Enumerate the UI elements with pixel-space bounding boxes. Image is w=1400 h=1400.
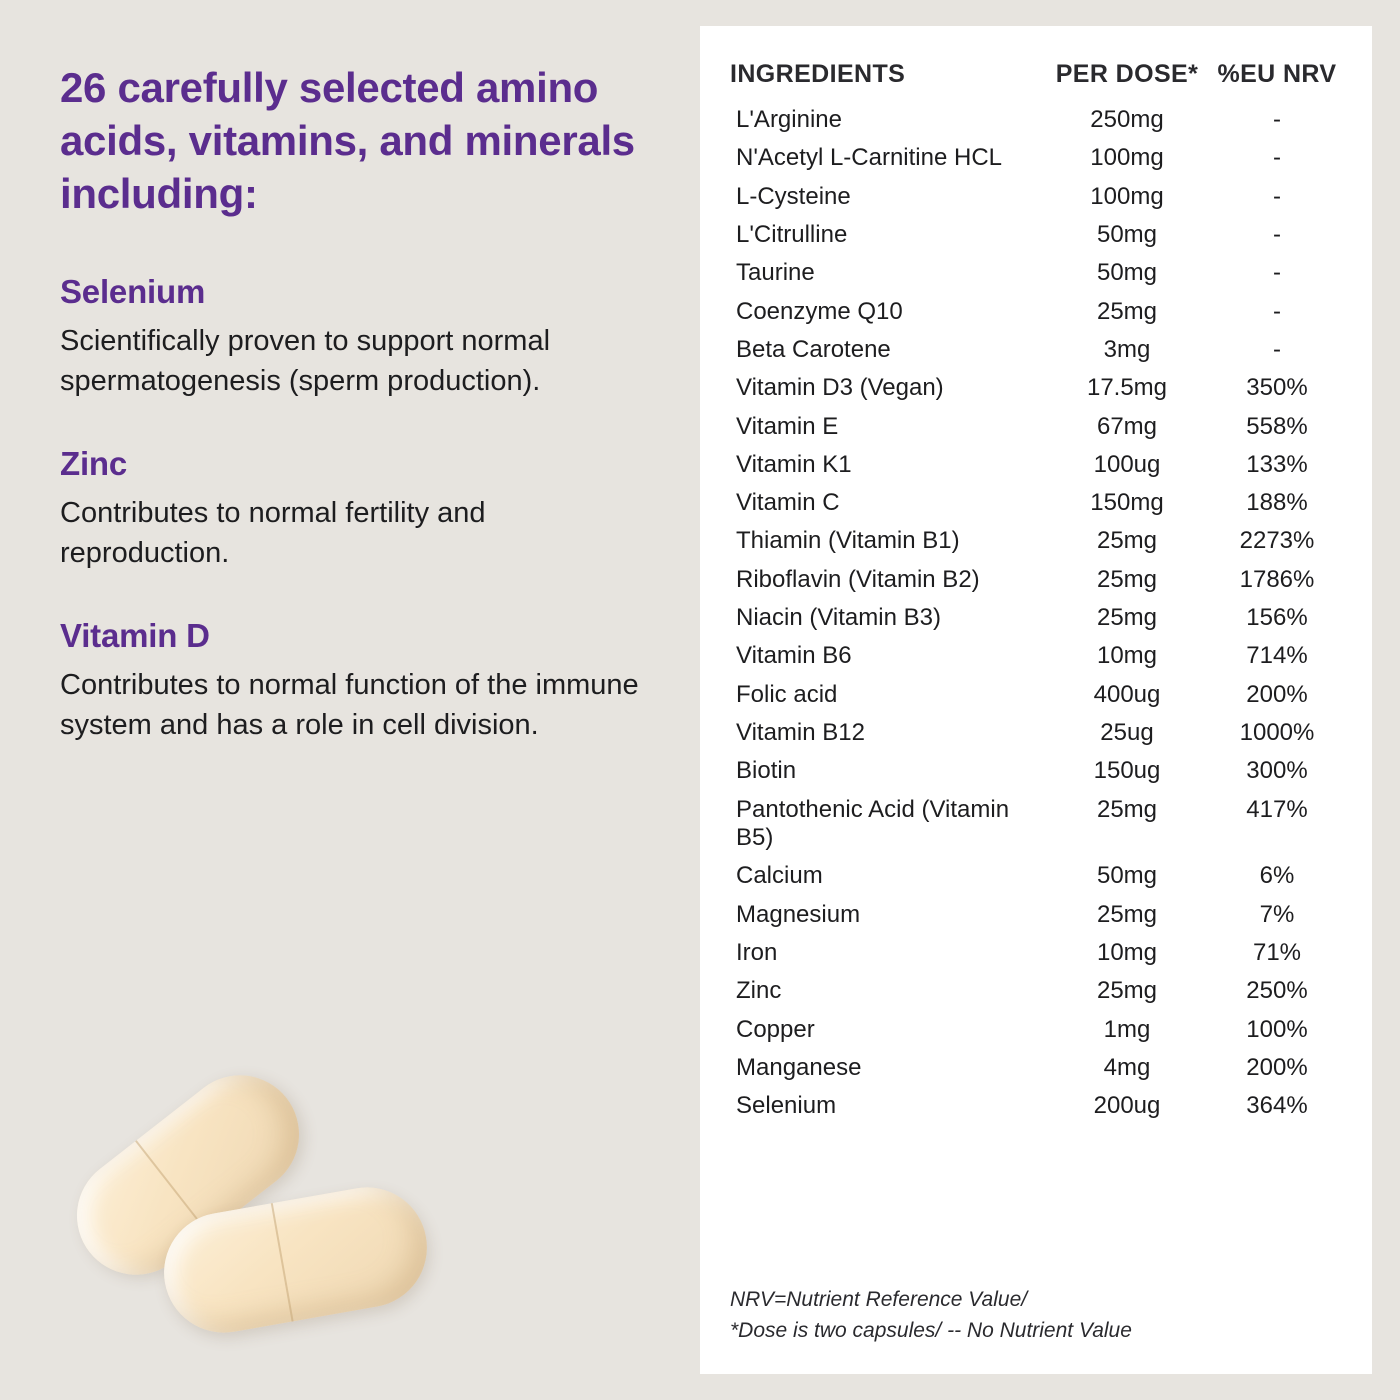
ingredient-name: Manganese (736, 1053, 862, 1081)
ingredient-name: Folic acid (736, 680, 838, 708)
ingredient-dose: 100ug (1093, 450, 1161, 478)
ingredient-name: L'Arginine (736, 106, 842, 133)
ingredient-name: Taurine (736, 259, 815, 287)
footnotes (730, 1285, 1132, 1346)
ingredient-dose: 100mg (1090, 144, 1164, 172)
ingredient-nrv: - (1273, 220, 1281, 248)
capsules-image (55, 1064, 475, 1364)
ingredient-nrv: - (1273, 144, 1281, 172)
ingredient-name: Thiamin (Vitamin B1) (736, 527, 960, 555)
ingredient-dose: 50mg (1096, 259, 1158, 287)
footnote-nrv: NRV=Nutrient Reference Value/ (730, 1288, 1028, 1312)
ingredient-dose: 250mg (1090, 106, 1164, 133)
ingredient-dose: 67mg (1096, 412, 1158, 440)
table-header-row (730, 60, 1342, 101)
benefit-block-zinc (60, 445, 660, 573)
ingredient-nrv: - (1273, 297, 1281, 325)
ingredient-name: Biotin (736, 757, 797, 785)
ingredient-name: Pantothenic Acid (Vitamin B5) (736, 795, 1010, 851)
table-row (730, 216, 1342, 254)
ingredient-dose: 50mg (1096, 862, 1158, 890)
benefit-title-selenium: Selenium (60, 272, 206, 310)
table-row (730, 714, 1342, 752)
ingredient-nrv: 558% (1246, 412, 1308, 440)
ingredient-nrv: - (1273, 182, 1281, 210)
ingredient-name: Vitamin D3 (Vegan) (736, 374, 944, 402)
ingredient-dose: 17.5mg (1086, 374, 1168, 402)
table-row (730, 369, 1342, 407)
table-row (730, 1011, 1342, 1049)
table-row (730, 101, 1342, 139)
capsule-seam (271, 1203, 294, 1322)
table-row (730, 972, 1342, 1010)
benefit-body-selenium: Scientifically proven to support normal spermatogenesis (sperm production). (60, 324, 551, 397)
benefit-block-selenium (60, 273, 660, 401)
benefit-block-vitamin-d (60, 617, 660, 745)
table-row (730, 857, 1342, 895)
ingredient-name: L'Citrulline (736, 220, 848, 248)
benefit-body-zinc: Contributes to normal fertility and reproduction. (60, 496, 486, 569)
table-row (730, 408, 1342, 446)
ingredient-name: L-Cysteine (736, 182, 851, 210)
ingredient-dose: 200ug (1093, 1092, 1161, 1120)
ingredient-dose: 25mg (1096, 795, 1158, 823)
ingredient-dose: 400ug (1093, 680, 1161, 708)
ingredient-name: Magnesium (736, 900, 861, 928)
table-row (730, 178, 1342, 216)
ingredient-dose: 100mg (1090, 182, 1164, 210)
ingredient-dose: 25ug (1100, 719, 1154, 746)
ingredient-name: Vitamin E (736, 412, 839, 440)
ingredient-dose: 4mg (1103, 1053, 1151, 1081)
table-row (730, 934, 1342, 972)
ingredient-nrv: 71% (1252, 938, 1302, 966)
ingredient-name: Beta Carotene (736, 335, 891, 363)
table-row (730, 752, 1342, 790)
ingredient-nrv: 2273% (1239, 527, 1315, 555)
table-row (730, 599, 1342, 637)
footnote-dose: *Dose is two capsules/ -- No Nutrient Value (730, 1318, 1132, 1342)
ingredient-dose: 25mg (1096, 527, 1158, 555)
table-row (730, 484, 1342, 522)
table-row (730, 293, 1342, 331)
ingredient-nrv: 1786% (1239, 565, 1315, 593)
ingredient-dose: 150mg (1090, 489, 1164, 517)
ingredient-nrv: 156% (1246, 604, 1308, 632)
ingredients-table-body (730, 101, 1342, 1125)
ingredient-dose: 25mg (1096, 565, 1158, 593)
column-header-nrv: %EU NRV (1217, 60, 1337, 88)
page-title: 26 carefully selected amino acids, vitamins, and minerals including: (60, 64, 635, 217)
ingredient-nrv: 350% (1246, 374, 1308, 402)
ingredient-nrv: 364% (1246, 1092, 1308, 1120)
ingredient-name: Vitamin C (736, 489, 840, 517)
ingredient-nrv: 200% (1246, 1053, 1308, 1081)
ingredient-nrv: 714% (1246, 642, 1308, 670)
table-row (730, 676, 1342, 714)
ingredients-table (730, 60, 1342, 1125)
ingredient-nrv: - (1273, 335, 1281, 363)
ingredient-name: Vitamin B6 (736, 642, 852, 670)
ingredient-dose: 25mg (1096, 604, 1158, 632)
table-row (730, 446, 1342, 484)
ingredient-nrv: 100% (1246, 1015, 1308, 1043)
table-row (730, 791, 1342, 858)
ingredient-name: Niacin (Vitamin B3) (736, 604, 941, 632)
ingredient-dose: 25mg (1096, 900, 1158, 928)
ingredient-name: Vitamin K1 (736, 450, 852, 478)
ingredient-name: Selenium (736, 1092, 837, 1120)
ingredient-nrv: 250% (1246, 977, 1308, 1005)
ingredient-name: Iron (736, 938, 778, 966)
ingredient-nrv: 417% (1246, 795, 1308, 823)
ingredient-dose: 10mg (1096, 642, 1158, 670)
ingredient-dose: 25mg (1096, 977, 1158, 1005)
ingredient-name: Riboflavin (Vitamin B2) (736, 565, 980, 593)
ingredient-name: Copper (736, 1015, 815, 1043)
ingredient-nrv: 133% (1246, 450, 1308, 478)
ingredient-nrv: - (1273, 106, 1281, 133)
ingredient-nrv: - (1273, 259, 1281, 287)
table-row (730, 561, 1342, 599)
table-row (730, 331, 1342, 369)
ingredient-dose: 1mg (1103, 1015, 1151, 1043)
ingredient-nrv: 1000% (1239, 719, 1315, 746)
ingredient-dose: 25mg (1096, 297, 1158, 325)
table-row (730, 522, 1342, 560)
ingredient-dose: 10mg (1096, 938, 1158, 966)
ingredient-name: N'Acetyl L-Carnitine HCL (736, 144, 1003, 172)
table-row (730, 1049, 1342, 1087)
ingredient-nrv: 6% (1259, 862, 1295, 890)
ingredient-nrv: 300% (1246, 757, 1308, 785)
ingredient-dose: 150ug (1093, 757, 1161, 785)
column-header-ingredients: INGREDIENTS (730, 60, 906, 88)
ingredient-dose: 3mg (1103, 335, 1151, 363)
ingredient-nrv: 188% (1246, 489, 1308, 517)
benefit-title-zinc: Zinc (60, 444, 128, 482)
table-row (730, 637, 1342, 675)
ingredients-panel (700, 26, 1372, 1374)
benefit-title-vitamin-d: Vitamin D (60, 616, 210, 654)
ingredient-nrv: 7% (1259, 900, 1295, 928)
ingredient-name: Zinc (736, 977, 782, 1005)
ingredient-name: Vitamin B12 (736, 719, 865, 746)
table-row (730, 896, 1342, 934)
column-header-per-dose: PER DOSE* (1055, 60, 1199, 88)
table-row (730, 254, 1342, 292)
ingredient-dose: 50mg (1096, 220, 1158, 248)
ingredient-name: Calcium (736, 862, 823, 890)
table-row (730, 139, 1342, 177)
ingredient-nrv: 200% (1246, 680, 1308, 708)
table-row (730, 1087, 1342, 1125)
benefit-body-vitamin-d: Contributes to normal function of the immune system and has a role in cell division. (60, 668, 639, 741)
ingredient-name: Coenzyme Q10 (736, 297, 903, 325)
